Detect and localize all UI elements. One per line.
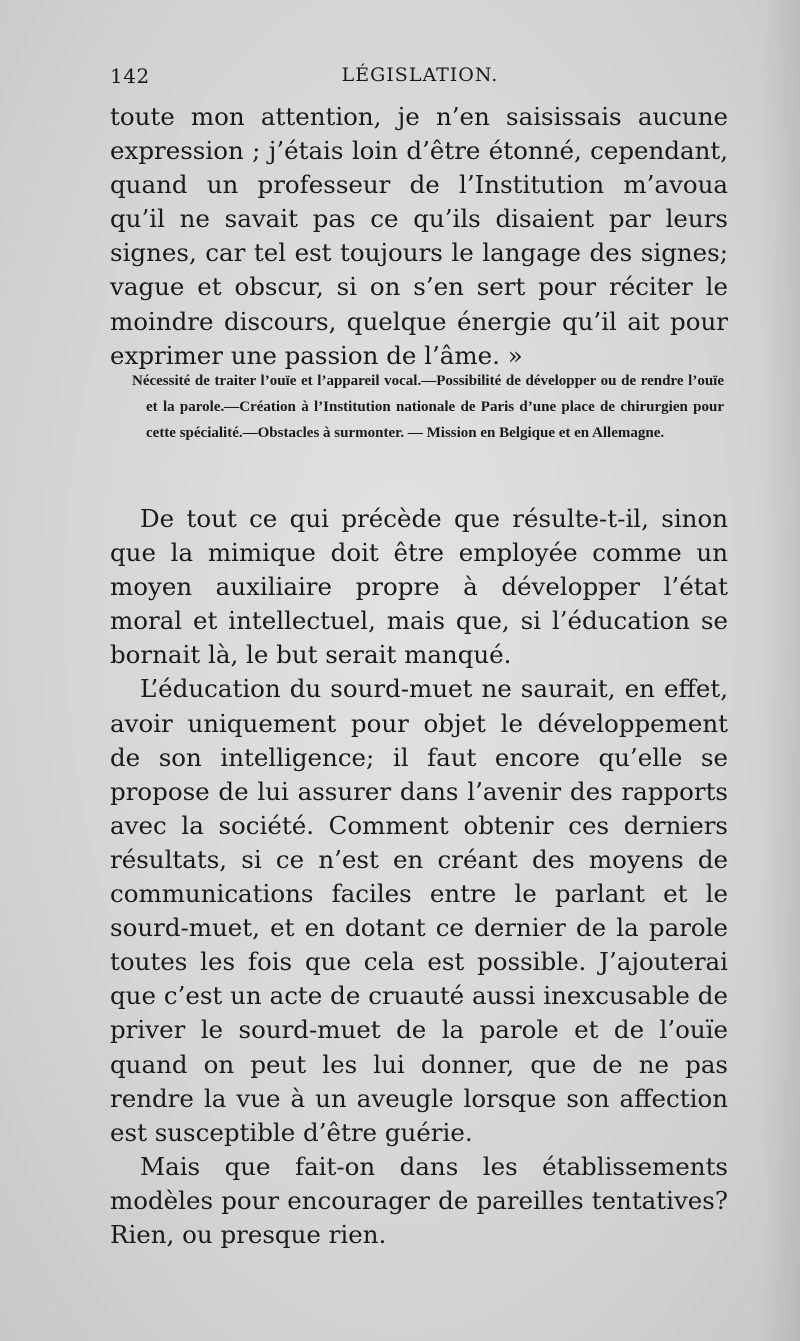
- paragraph: Mais que fait-on dans les établissements modèles pour encourager de pareilles tentatives? Rien, ou presque rien.: [110, 1151, 728, 1249]
- text-block-continuation: [110, 100, 728, 373]
- page-edge-shadow: [760, 0, 800, 1341]
- text-block-main: [110, 502, 728, 1252]
- section-summary: Nécessité de traiter l’ouïe et l’appareil vocal.—Possibilité de développer ou de rendre l’ouïe et la parole.—Création à l’Institution nationale de Paris d’une place de chirurgien pour cette spécialité.—Obstacles à surmonter. — Mission en Belgique et en Allemagne.: [132, 373, 724, 441]
- page-header: [110, 64, 730, 94]
- paragraph: toute mon attention, je n’en saisissais aucune expression ; j’étais loin d’être étonné, cependant, quand un professeur de l’Institution m’avoua qu’il ne savait pas ce qu’ils disaient par leurs signes, car tel est toujours le langage des signes; vague et obscur, si on s’en sert pour réciter le moindre discours, quelque énergie qu’il ait pour exprimer une passion de l’âme. »: [110, 102, 728, 370]
- paragraph: L’éducation du sourd-muet ne saurait, en effet, avoir uniquement pour objet le développement de son intelligence; il faut encore qu’elle se propose de lui assurer dans l’avenir des rapports avec la société. Comment obtenir ces derniers résultats, si ce n’est en créant des moyens de communications faciles entre le parlant et le sourd-muet, et en dotant ce dernier de la parole toutes les fois que cela est possible. J’ajouterai que c’est un acte de cruauté aussi inexcusable de priver le sourd-muet de la parole et de l’ouïe quand on peut les lui donner, que de ne pas rendre la vue à un aveugle lorsque son affection est susceptible d’être guérie.: [110, 674, 728, 1147]
- page-number: 142: [110, 64, 150, 88]
- running-title: LÉGISLATION.: [341, 64, 499, 86]
- paragraph: De tout ce qui précède que résulte-t-il, sinon que la mimique doit être employée comme un moyen auxiliaire propre à développer l’état moral et intellectuel, mais que, si l’éducation se bornait là, le but serait manqué.: [110, 504, 728, 670]
